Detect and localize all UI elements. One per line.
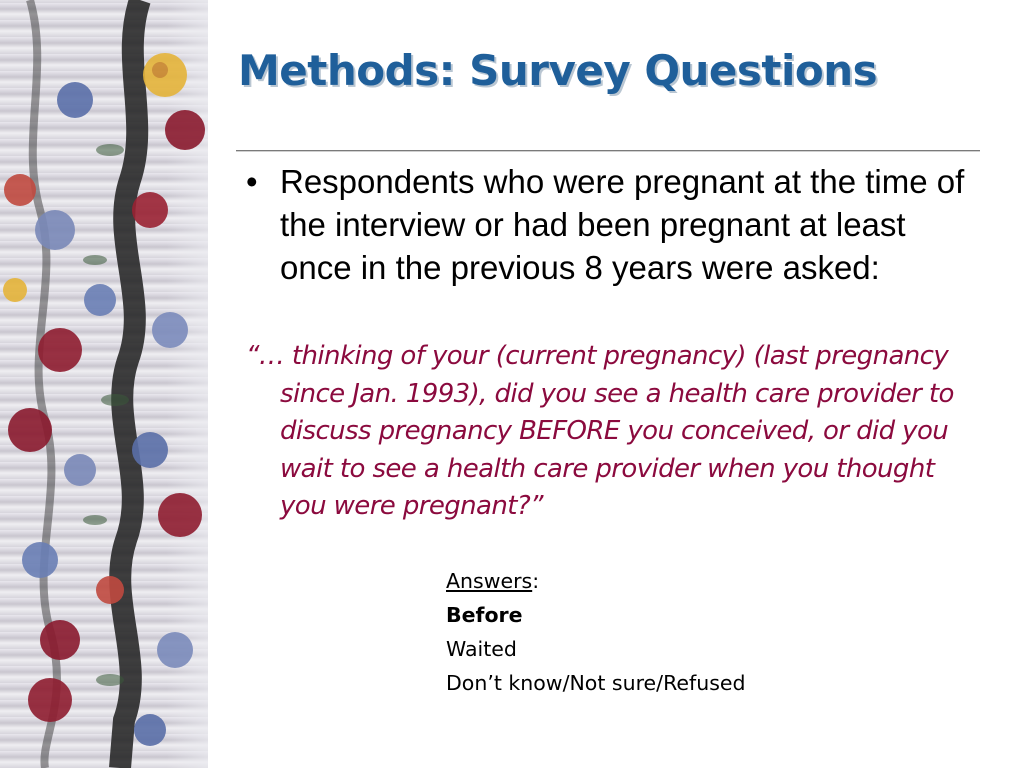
survey-question-quote xyxy=(246,338,982,526)
bullet-item xyxy=(240,160,980,289)
answers-colon: : xyxy=(532,569,540,593)
decorative-floral-glass-band xyxy=(0,0,208,768)
slide-title: Methods: Survey Questions xyxy=(238,46,878,95)
title-divider xyxy=(236,150,980,152)
answer-option-before: Before xyxy=(446,603,523,627)
answer-option-waited: Waited xyxy=(446,637,517,661)
bullet-icon: • xyxy=(246,163,258,200)
answers-label: Answers xyxy=(446,569,533,593)
answers-list xyxy=(446,564,746,700)
answer-option-dont-know: Don’t know/Not sure/Refused xyxy=(446,671,746,695)
floral-pattern-image xyxy=(0,0,208,768)
bullet-text: Respondents who were pregnant at the time of the interview or had been pregnant at least once in the previous 8 years were asked: xyxy=(280,163,965,286)
answers-heading xyxy=(446,564,746,598)
quote-text: “… thinking of your (current pregnancy) (last pregnancy since Jan. 1993), did you see a health care provider to discuss pregnancy BEFORE you conceived, or did you wait to see a health care provider when you thought you were pregnant?” xyxy=(246,341,954,521)
